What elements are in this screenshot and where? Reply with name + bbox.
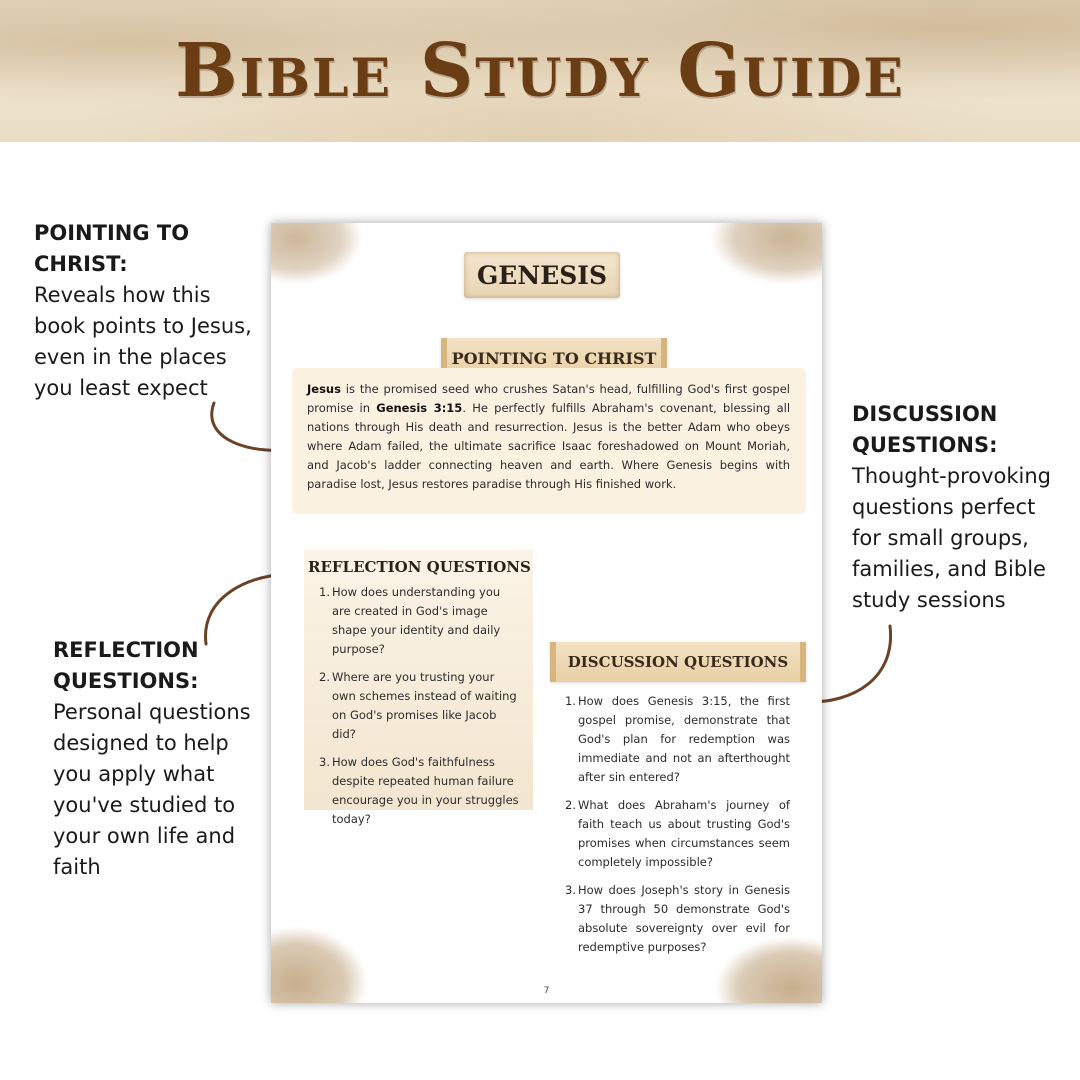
reflection-section-label: REFLECTION QUESTIONS: [308, 558, 531, 576]
reflection-section: [304, 550, 533, 826]
discussion-question-list: [558, 692, 790, 966]
page-stain: [271, 223, 361, 283]
question-text: How does Genesis 3:15, the first gospel promise, demonstrate that God's plan for redemption was immediate and not an afterthought after sin entered?: [578, 694, 790, 784]
header-banner: [0, 0, 1080, 142]
question-number: 3.: [319, 755, 330, 769]
reflection-question-list: [308, 583, 529, 829]
question-text: Where are you trusting your own schemes instead of waiting on God's promises like Jacob did?: [332, 670, 517, 741]
question-number: 3.: [565, 883, 576, 897]
question-number: 2.: [565, 798, 576, 812]
list-item: [558, 881, 790, 957]
list-item: [312, 668, 519, 744]
question-number: 1.: [319, 585, 330, 599]
question-text: How does Joseph's story in Genesis 37 through 50 demonstrate God's absolute sovereignty over evil for redemptive purposes?: [578, 883, 790, 954]
question-text: What does Abraham's journey of faith teach us about trusting God's promises when circumstances seem completely impossible?: [578, 798, 790, 869]
pointing-text-bold-1: Jesus: [307, 382, 341, 396]
pointing-text-2: is the promised seed who crushes Satan's head, fulfilling God's first gospel promise in: [307, 382, 790, 415]
pointing-annotation-heading: POINTING TO CHRIST:: [34, 221, 190, 276]
pointing-annotation-body: Reveals how this book points to Jesus, even in the places you least expect: [34, 283, 252, 400]
reflection-annotation-body: Personal questions designed to help you apply what you've studied to your own life and faith: [53, 700, 251, 879]
list-item: [558, 692, 790, 787]
pointing-text-bold-2: Genesis 3:15: [376, 401, 463, 415]
page-number: 7: [543, 986, 550, 996]
page-title: GENESIS: [464, 252, 620, 298]
page-stain: [712, 223, 822, 283]
discussion-annotation: [852, 399, 1067, 616]
list-item: [312, 753, 519, 829]
discussion-annotation-body: Thought-provoking questions perfect for small groups, families, and Bible study sessions: [852, 464, 1052, 612]
discussion-section-label: DISCUSSION QUESTIONS: [550, 642, 806, 682]
question-number: 1.: [565, 694, 576, 708]
question-number: 2.: [319, 670, 330, 684]
pointing-annotation: [34, 218, 264, 404]
study-page: [271, 223, 822, 1003]
discussion-annotation-heading: DISCUSSION QUESTIONS:: [852, 402, 998, 457]
question-text: How does understanding you are created in God's image shape your identity and daily purpose?: [332, 585, 501, 656]
reflection-annotation: [53, 635, 253, 883]
pointing-text-4: . He perfectly fulfills Abraham's covenant, blessing all nations through His death and resurrection. Jesus is the better Adam who obeys where Adam failed, the ultimate sacrifice Isaac foreshadowed on Mount Moriah, and Jacob's ladder connecting heaven and earth. Where Genesis begins with paradise lost, Jesus restores paradise through His finished work.: [307, 401, 791, 491]
reflection-annotation-heading: REFLECTION QUESTIONS:: [53, 638, 199, 693]
pointing-section-body: [292, 368, 806, 514]
list-item: [312, 583, 519, 659]
pointing-section-label: POINTING TO CHRIST: [441, 338, 667, 378]
question-text: How does God's faithfulness despite repeated human failure encourage you in your struggles today?: [332, 755, 519, 826]
banner-title: Bible Study Guide: [175, 28, 905, 114]
list-item: [558, 796, 790, 872]
